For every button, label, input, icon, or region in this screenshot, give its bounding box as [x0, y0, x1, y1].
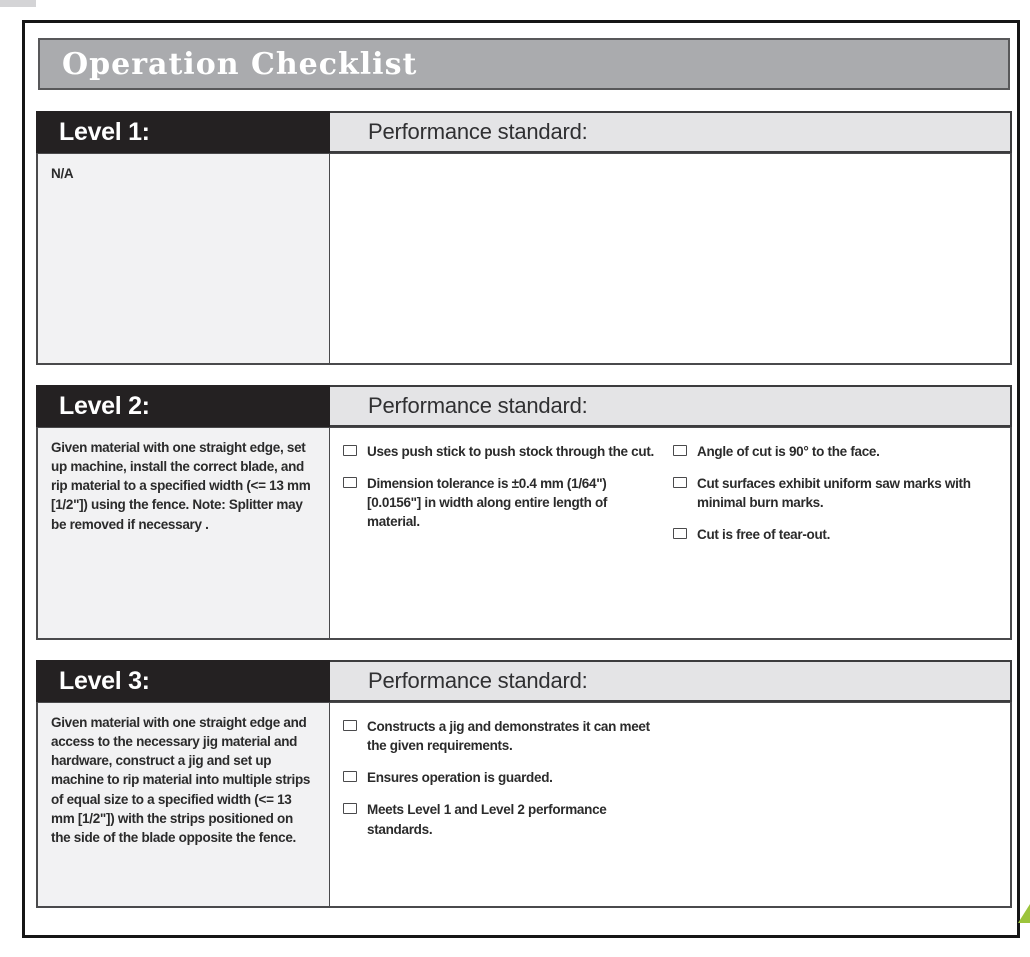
level-2-standards-column-2	[673, 442, 1002, 558]
checklist-item	[343, 717, 663, 755]
checklist-item-label: Dimension tolerance is ±0.4 mm (1/64") [0.0156"] in width along entire length of material.	[367, 476, 608, 530]
level-2-label: Level 2:	[59, 391, 150, 420]
level-2-standards	[330, 428, 1010, 638]
performance-standard-label: Performance standard:	[368, 119, 588, 144]
checkbox-unchecked-icon[interactable]	[673, 528, 687, 539]
checkbox-unchecked-icon[interactable]	[343, 720, 357, 731]
checklist-item-label: Constructs a jig and demonstrates it can meet the given requirements.	[367, 719, 650, 754]
level-3-description: Given material with one straight edge and access to the necessary jig material and hardware, construct a jig and set up machine to rip material into multiple strips of equal size to a specified width (<= 13 mm [1/2"]) with the strips positioned on the side of the blade opposite the fence.	[38, 703, 330, 906]
checklist-item-label: Uses push stick to push stock through the cut.	[367, 444, 654, 459]
checkbox-unchecked-icon[interactable]	[673, 477, 687, 488]
level-3-performance-header	[330, 660, 1012, 702]
checklist-item-label: Meets Level 1 and Level 2 performance standards.	[367, 802, 607, 837]
checkbox-unchecked-icon[interactable]	[343, 803, 357, 814]
operation-checklist-document	[22, 20, 1020, 938]
checklist-item	[673, 474, 992, 512]
performance-standard-label: Performance standard:	[368, 668, 588, 693]
checklist-item	[673, 442, 992, 461]
document-title: Operation Checklist	[62, 46, 418, 82]
level-1-description: N/A	[38, 154, 330, 363]
scrollbar-artifact	[0, 0, 36, 7]
checklist-item	[673, 525, 992, 544]
level-3-standards	[330, 703, 1010, 906]
level-2-performance-header	[330, 385, 1012, 427]
checklist-item-label: Ensures operation is guarded.	[367, 770, 553, 786]
level-3-header-row	[36, 660, 1012, 702]
level-1-header-row	[36, 111, 1012, 153]
level-1-label: Level 1:	[59, 117, 150, 146]
checklist-item	[343, 442, 663, 461]
level-3-label: Level 3:	[59, 666, 150, 695]
level-3-standards-column-1	[343, 717, 673, 852]
checkbox-unchecked-icon[interactable]	[343, 445, 357, 456]
checkbox-unchecked-icon[interactable]	[343, 771, 357, 782]
level-2-header-row	[36, 385, 1012, 427]
level-1-performance-header	[330, 111, 1012, 153]
level-2-standards-column-1	[343, 442, 673, 545]
level-3-header	[36, 660, 330, 702]
level-1-standards	[330, 154, 1010, 363]
level-3-body-row	[36, 702, 1012, 908]
checklist-item-label: Cut surfaces exhibit uniform saw marks with minimal burn marks.	[697, 476, 971, 511]
level-1-section	[36, 111, 1012, 365]
level-2-section	[36, 385, 1012, 640]
document-title-bar	[38, 38, 1010, 90]
checkbox-unchecked-icon[interactable]	[673, 445, 687, 456]
checklist-item-label: Angle of cut is 90° to the face.	[697, 444, 880, 459]
checklist-item	[343, 800, 663, 838]
level-1-body-row	[36, 153, 1012, 365]
performance-standard-label: Performance standard:	[368, 393, 588, 418]
checklist-item	[343, 474, 663, 531]
checkbox-unchecked-icon[interactable]	[343, 477, 357, 488]
checklist-item-label: Cut is free of tear-out.	[697, 527, 831, 543]
level-3-section	[36, 660, 1012, 908]
level-2-header	[36, 385, 330, 427]
level-2-description: Given material with one straight edge, set up machine, install the correct blade, and rip material to a specified width (<= 13 mm [1/2"]) using the fence. Note: Splitter may be removed if necessary .	[38, 428, 330, 638]
level-1-header	[36, 111, 330, 153]
checklist-item	[343, 768, 663, 787]
level-2-body-row	[36, 427, 1012, 640]
